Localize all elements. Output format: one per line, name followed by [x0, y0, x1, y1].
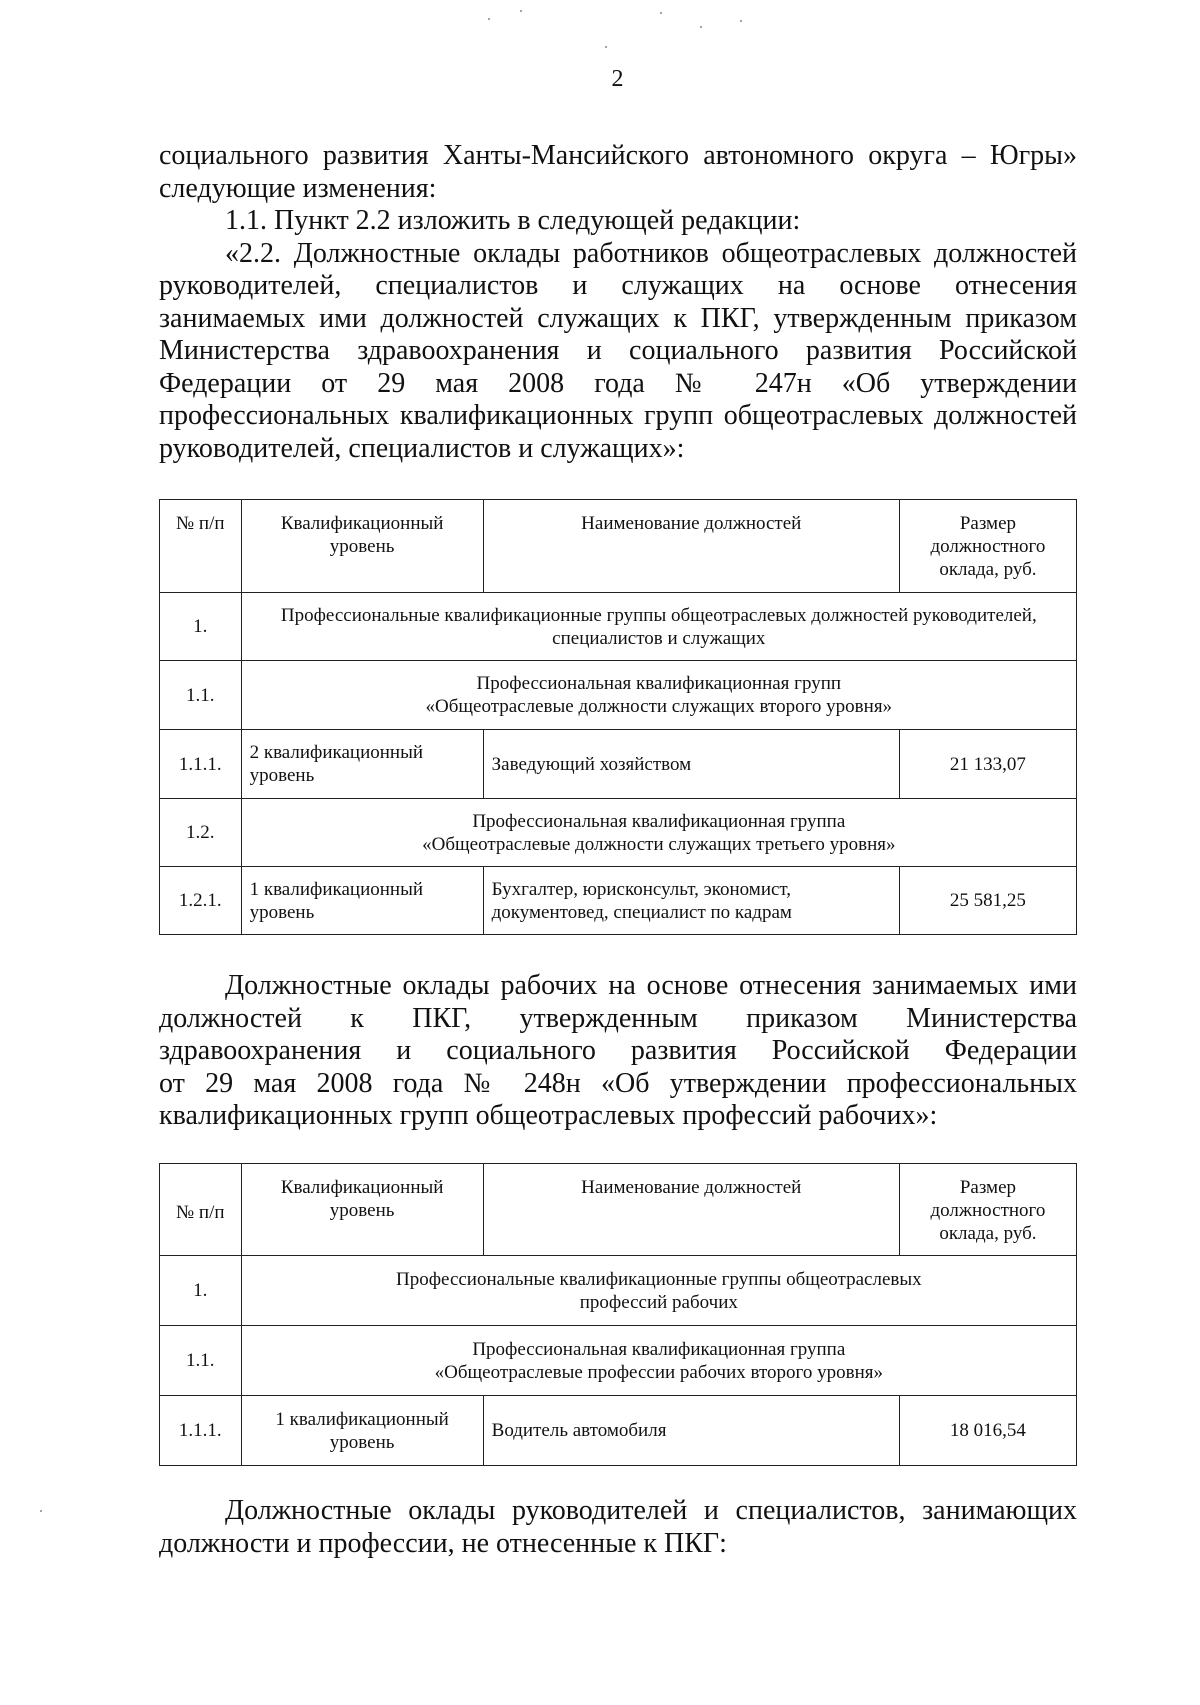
- workers-line: должностей к ПКГ, утвержденным приказом Министерства: [159, 1002, 1077, 1034]
- header-salary: Размер должностного оклада, руб.: [899, 1164, 1076, 1256]
- group-title-line: Профессиональная квалификационная групп: [476, 673, 842, 694]
- scan-speck: [660, 12, 662, 14]
- item-1-1: 1.1. Пункт 2.2 изложить в следующей редакции:: [225, 205, 801, 236]
- table-header-row: [160, 1164, 1077, 1256]
- row-position: Водитель автомобиля: [483, 1396, 899, 1466]
- table-row: [160, 1396, 1077, 1466]
- row-num: 1.1.: [160, 1326, 242, 1396]
- scan-speck: [488, 18, 490, 20]
- salary-table-employees: [159, 499, 1077, 935]
- header-level: Квалификационный уровень: [241, 1164, 483, 1256]
- row-salary: 21 133,07: [899, 730, 1076, 799]
- quote-line: Федерации от 29 мая 2008 года № 247н «Об утверждении: [159, 367, 1077, 399]
- row-num: 1.: [160, 593, 242, 661]
- table-row: [160, 1256, 1077, 1326]
- scan-speck: [605, 46, 607, 48]
- group-title-line: Профессиональная квалификационная группа: [472, 810, 846, 832]
- workers-line: Должностные оклады рабочих на основе отнесения занимаемых ими: [225, 970, 1077, 1001]
- scan-speck: [520, 10, 522, 12]
- table-header-row: [160, 500, 1077, 593]
- intro-line-2: следующие изменения:: [159, 172, 437, 204]
- group-title-line: «Общеотраслевые профессии рабочих второго уровня»: [434, 1361, 883, 1383]
- salary-table-workers: [159, 1163, 1077, 1466]
- intro-paragraph: [159, 140, 1077, 465]
- quote-line: руководителей, специалистов и служащих»:: [159, 432, 685, 464]
- group-title-line: Профессиональная квалификационная группа: [472, 1338, 846, 1360]
- scan-speck: [40, 1510, 42, 1512]
- table-row: [160, 1326, 1077, 1396]
- header-num: № п/п: [160, 500, 242, 593]
- row-num: 1.2.: [160, 799, 242, 867]
- quote-line: «2.2. Должностные оклады работников общеотраслевых должностей: [225, 237, 1077, 269]
- final-line: должности и профессии, не отнесенные к ПКГ:: [159, 1527, 727, 1559]
- row-salary: 18 016,54: [899, 1396, 1076, 1466]
- row-num: 1.: [160, 1256, 242, 1326]
- table-row: [160, 867, 1077, 935]
- row-salary: 25 581,25: [899, 867, 1076, 935]
- row-level: 2 квалификационный уровень: [241, 730, 483, 799]
- row-level: 1 квалификационный уровень: [241, 1396, 483, 1466]
- row-num: 1.1.1.: [160, 730, 242, 799]
- quote-line: Министерства здравоохранения и социального развития Российской: [159, 335, 1077, 366]
- workers-paragraph: [159, 970, 1077, 1133]
- quote-line: профессиональных квалификационных групп общеотраслевых должностей: [159, 400, 1077, 431]
- group-title: [241, 661, 1076, 730]
- row-position: Заведующий хозяйством: [483, 730, 899, 799]
- group-title: [241, 1256, 1076, 1326]
- header-name: Наименование должностей: [483, 1164, 899, 1256]
- scan-speck: [740, 20, 742, 22]
- group-title-line: «Общеотраслевые должности служащих второго уровня»: [425, 696, 893, 717]
- quote-line: руководителей, специалистов и служащих на основе отнесения: [159, 270, 1077, 301]
- page-number: 2: [611, 66, 624, 92]
- table-row: [160, 593, 1077, 661]
- group-title-line: профессий рабочих: [579, 1291, 738, 1313]
- workers-line: здравоохранения и социального развития Российской Федерации: [159, 1035, 1077, 1066]
- header-num: № п/п: [160, 1164, 242, 1256]
- final-paragraph: [159, 1495, 1077, 1560]
- group-title: [241, 1326, 1076, 1396]
- final-line: Должностные оклады руководителей и специалистов, занимающих: [225, 1495, 1077, 1526]
- header-level: Квалификационный уровень: [241, 500, 483, 593]
- group-title: [241, 799, 1076, 867]
- header-name: Наименование должностей: [483, 500, 899, 593]
- group-title: Профессиональные квалификационные группы общеотраслевых должностей руководителей, специалистов и служащих: [241, 593, 1076, 661]
- row-num: 1.1.1.: [160, 1396, 242, 1466]
- scan-speck: [700, 26, 702, 28]
- header-salary: Размер должностного оклада, руб.: [899, 500, 1076, 593]
- row-level: 1 квалификационный уровень: [241, 867, 483, 935]
- row-num: 1.2.1.: [160, 867, 242, 935]
- row-position: Бухгалтер, юрисконсульт, экономист, документовед, специалист по кадрам: [483, 867, 899, 935]
- workers-line: от 29 мая 2008 года № 248н «Об утверждении профессиональных: [159, 1067, 1077, 1099]
- table-row: [160, 661, 1077, 730]
- workers-line: квалификационных групп общеотраслевых профессий рабочих»:: [159, 1100, 938, 1131]
- row-num: 1.1.: [160, 661, 242, 730]
- table-row: [160, 799, 1077, 867]
- intro-line-1: социального развития Ханты-Мансийского автономного округа – Югры»: [159, 140, 1077, 171]
- group-title-line: Профессиональные квалификационные группы общеотраслевых: [396, 1268, 922, 1290]
- group-title-line: «Общеотраслевые должности служащих третьего уровня»: [422, 833, 896, 855]
- table-row: [160, 730, 1077, 799]
- quote-line: занимаемых ими должностей служащих к ПКГ, утвержденным приказом: [159, 302, 1077, 334]
